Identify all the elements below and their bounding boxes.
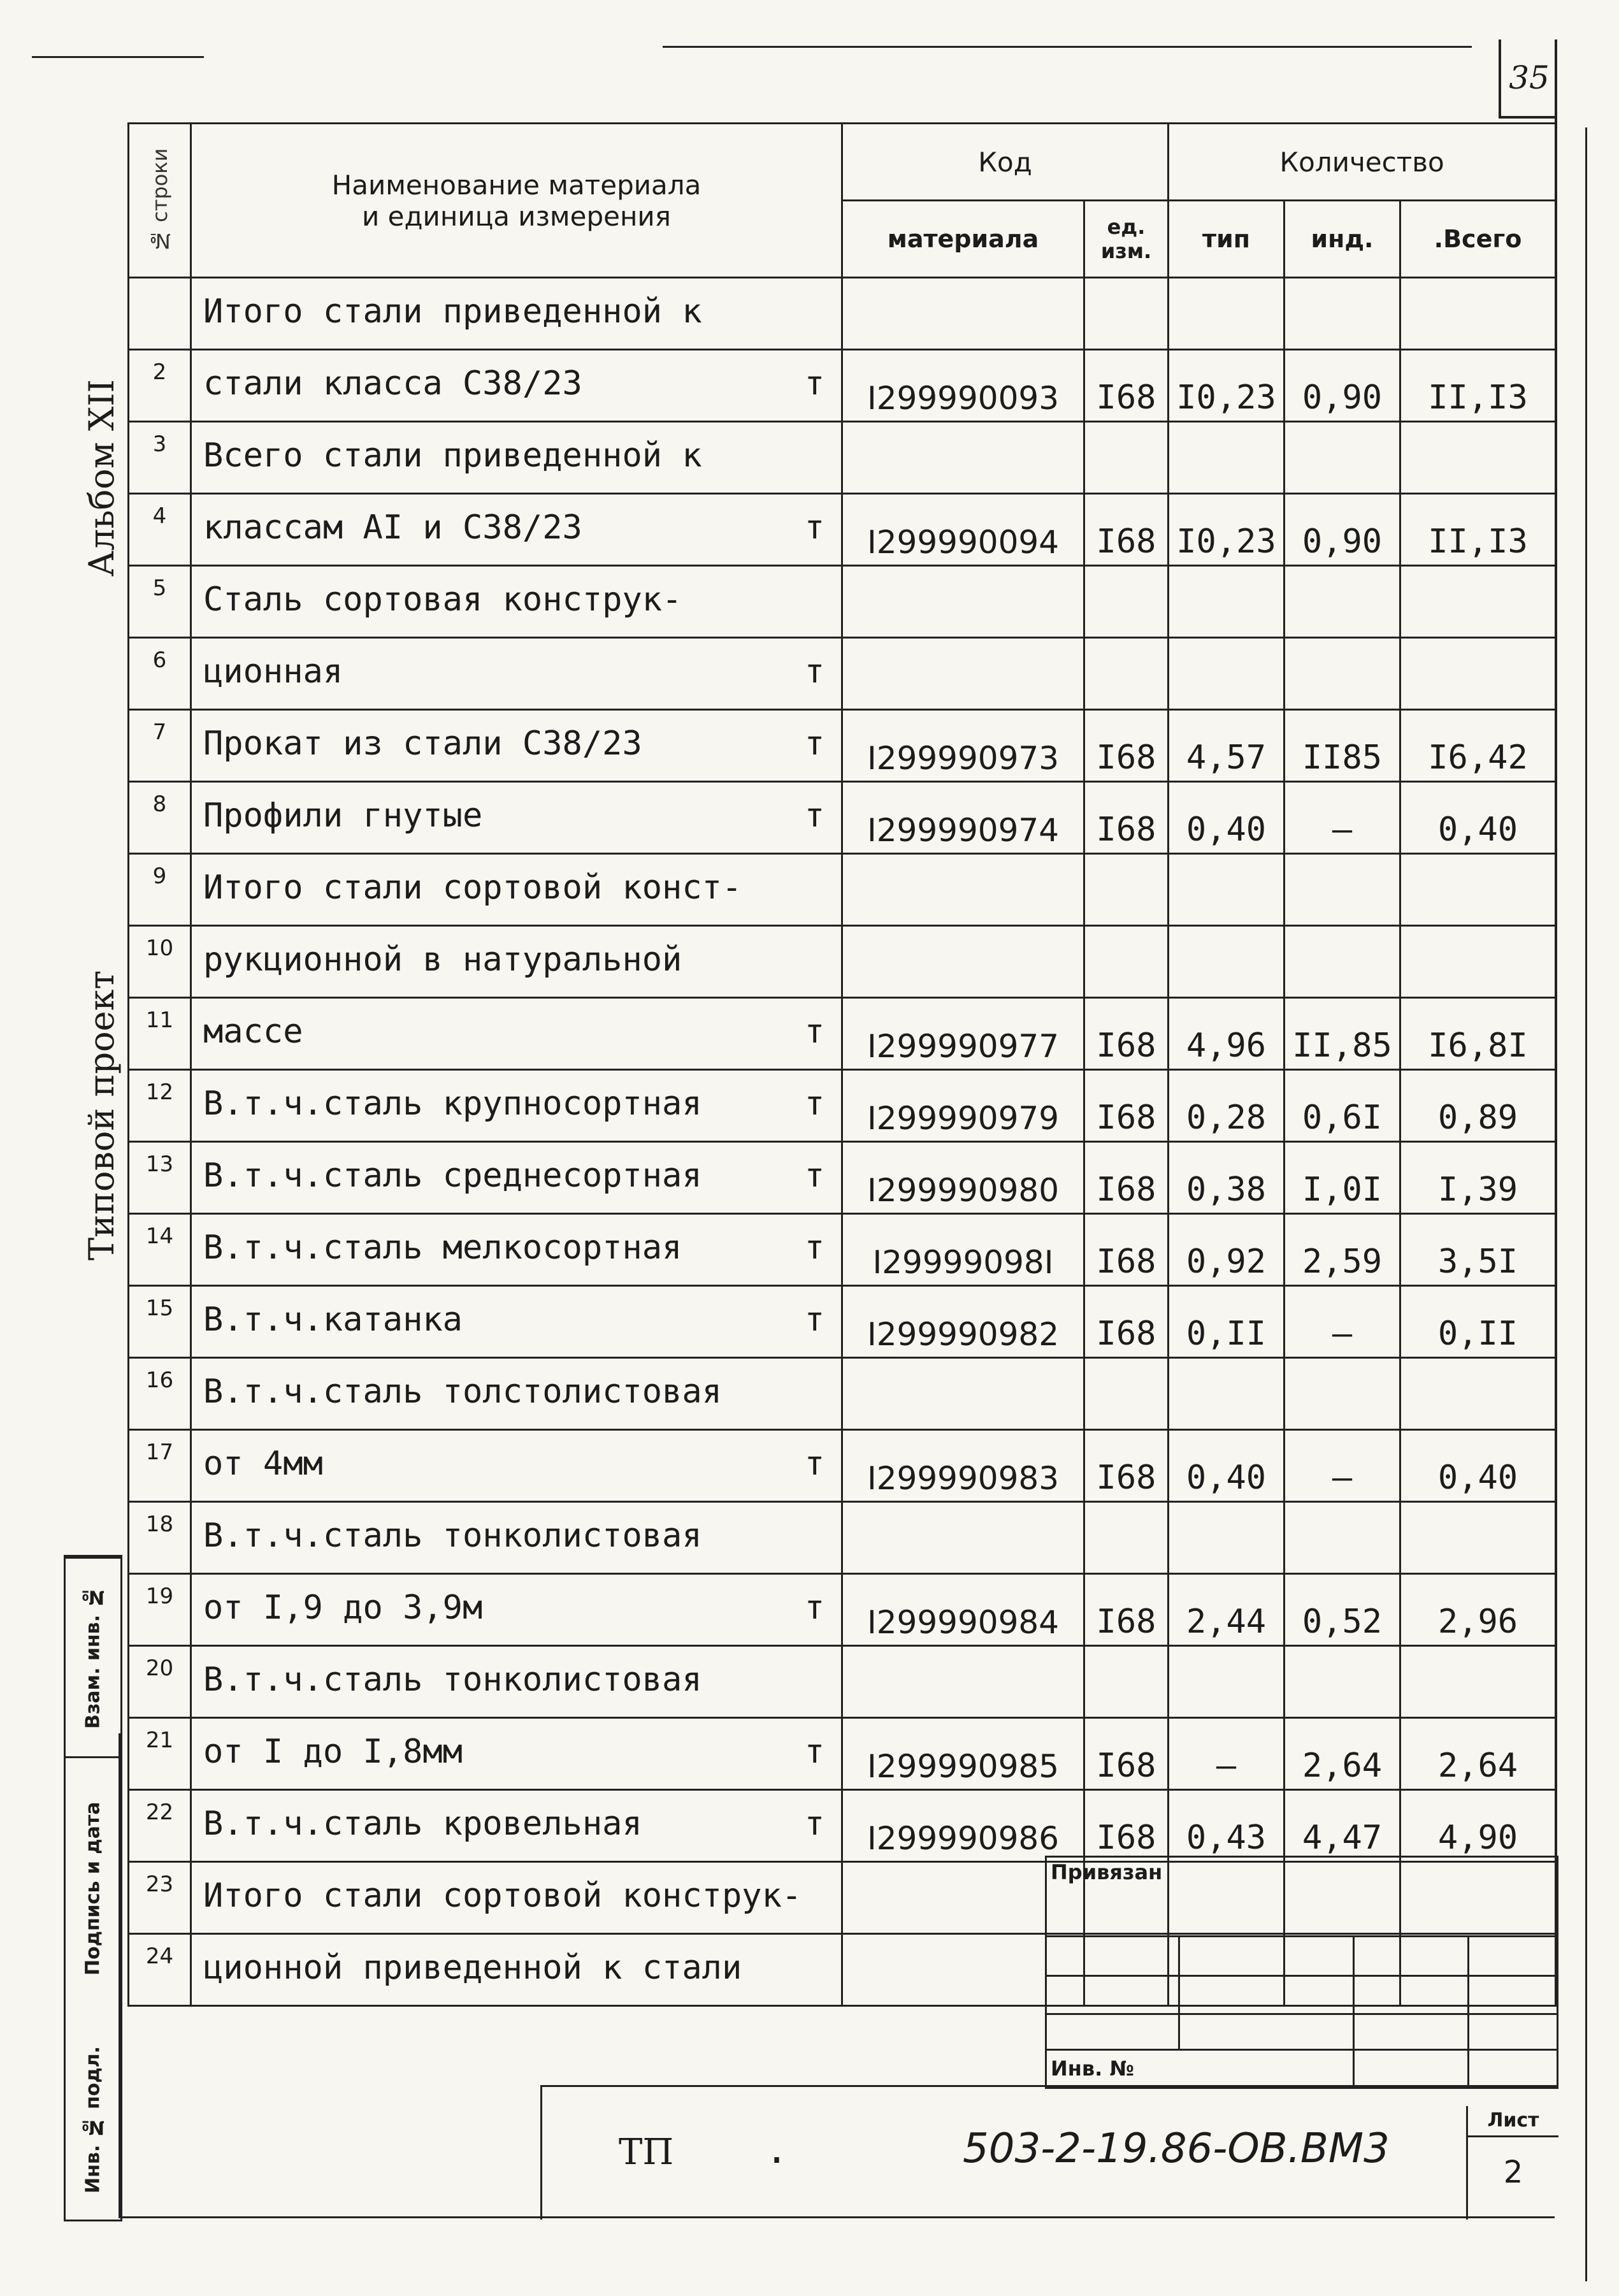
row-number-cell: 12 — [129, 1070, 191, 1142]
name-cell — [191, 1934, 842, 2006]
material-name: В.т.ч.сталь мелкосортная — [203, 1229, 682, 1267]
quantity-header: Количество — [1169, 124, 1556, 201]
material-code-cell — [842, 926, 1084, 998]
unit-code-cell: I68 — [1084, 494, 1169, 566]
name-cell — [191, 638, 842, 710]
row-number-cell: 8 — [129, 782, 191, 854]
table-row — [129, 1142, 1556, 1214]
tp-dot: . — [765, 2128, 789, 2172]
name-cell — [191, 422, 842, 494]
attachment-block — [1045, 1856, 1558, 2089]
unit-code-cell — [1084, 1502, 1169, 1574]
individual-qty-cell: 0,90 — [1284, 494, 1400, 566]
material-name: от I до I,8мм — [203, 1733, 463, 1771]
name-cell — [191, 1142, 842, 1214]
row-number-cell: 15 — [129, 1286, 191, 1358]
total-qty-cell — [1400, 926, 1556, 998]
name-cell — [191, 710, 842, 782]
sheet-box — [1466, 2106, 1558, 2220]
total-qty-cell — [1400, 1646, 1556, 1718]
type-qty-cell — [1169, 638, 1284, 710]
row-number-cell: 10 — [129, 926, 191, 998]
total-qty-cell: 0,89 — [1400, 1070, 1556, 1142]
type-qty-cell: I0,23 — [1169, 350, 1284, 422]
name-cell — [191, 1502, 842, 1574]
material-name: Всего стали приведенной к — [203, 437, 702, 475]
individual-qty-cell — [1284, 566, 1400, 638]
individual-qty-cell: 0,6I — [1284, 1070, 1400, 1142]
type-qty-cell: 4,57 — [1169, 710, 1284, 782]
row-number-cell: 20 — [129, 1646, 191, 1718]
unit-code-cell — [1084, 566, 1169, 638]
row-number-cell: 7 — [129, 710, 191, 782]
unit-label: т — [804, 509, 824, 547]
name-cell — [191, 566, 842, 638]
total-qty-cell — [1400, 638, 1556, 710]
material-code-header: материала — [842, 201, 1084, 278]
material-code-cell — [842, 638, 1084, 710]
row-number-cell: 23 — [129, 1862, 191, 1934]
material-code-cell — [842, 854, 1084, 926]
top-rule-left — [32, 56, 204, 58]
material-name: Итого стали приведенной к — [203, 292, 702, 331]
individual-qty-cell: 0,90 — [1284, 350, 1400, 422]
row-number-cell: 4 — [129, 494, 191, 566]
name-cell — [191, 1646, 842, 1718]
type-qty-cell: 0,40 — [1169, 1430, 1284, 1502]
name-header-line2: и единица измерения — [362, 200, 671, 232]
material-code-cell — [842, 1358, 1084, 1430]
material-code-cell — [842, 1502, 1084, 1574]
material-code-cell: I299990979 — [842, 1070, 1084, 1142]
left-stamp — [64, 1555, 122, 2221]
total-qty-header: .Всего — [1400, 201, 1556, 278]
unit-code-cell — [1084, 638, 1169, 710]
unit-label: т — [804, 1445, 824, 1483]
table-row — [129, 1502, 1556, 1574]
name-cell — [191, 1286, 842, 1358]
name-cell — [191, 1358, 842, 1430]
individual-qty-cell: 4,47 — [1284, 1790, 1400, 1862]
total-qty-cell: 3,5I — [1400, 1214, 1556, 1286]
unit-code-cell: I68 — [1084, 1790, 1169, 1862]
name-header — [191, 124, 842, 278]
material-code-cell: I299990985 — [842, 1718, 1084, 1790]
material-name: Итого стали сортовой конст- — [203, 869, 742, 907]
name-cell — [191, 278, 842, 350]
table-row — [129, 1358, 1556, 1430]
material-spec-table — [127, 122, 1557, 2007]
unit-label: т — [804, 365, 824, 403]
row-number-cell: 6 — [129, 638, 191, 710]
unit-code-cell: I68 — [1084, 1070, 1169, 1142]
unit-label: т — [804, 797, 824, 835]
row-number-cell: 13 — [129, 1142, 191, 1214]
individual-qty-cell: 2,64 — [1284, 1718, 1400, 1790]
row-number-cell: 19 — [129, 1574, 191, 1646]
type-qty-cell — [1169, 926, 1284, 998]
vzam-inv-label: Взам. инв. № — [66, 1557, 120, 1756]
total-qty-cell — [1400, 422, 1556, 494]
unit-label: т — [804, 1157, 824, 1195]
tp-label: ТП — [619, 2132, 674, 2173]
unit-code-cell — [1084, 854, 1169, 926]
individual-qty-cell: – — [1284, 782, 1400, 854]
row-number-cell: 22 — [129, 1790, 191, 1862]
row-number-cell: 16 — [129, 1358, 191, 1430]
table-row — [129, 278, 1556, 350]
individual-qty-header: инд. — [1284, 201, 1400, 278]
material-name: от I,9 до 3,9м — [203, 1589, 483, 1627]
total-qty-cell: II,I3 — [1400, 350, 1556, 422]
type-qty-cell: 0,38 — [1169, 1142, 1284, 1214]
name-cell — [191, 1790, 842, 1862]
row-number-header: № строки — [129, 124, 191, 278]
type-qty-cell: 2,44 — [1169, 1574, 1284, 1646]
list-value: 2 — [1503, 2155, 1523, 2190]
individual-qty-cell — [1284, 1358, 1400, 1430]
material-name: В.т.ч.сталь тонколистовая — [203, 1517, 702, 1555]
unit-label: т — [804, 1013, 824, 1051]
title-block — [540, 2085, 1557, 2220]
material-code-cell: I299990094 — [842, 494, 1084, 566]
material-name: Прокат из стали С38/23 — [203, 725, 642, 763]
type-qty-cell — [1169, 1358, 1284, 1430]
material-code-cell — [842, 278, 1084, 350]
total-qty-cell: 0,40 — [1400, 782, 1556, 854]
name-cell — [191, 1214, 842, 1286]
name-cell — [191, 1862, 842, 1934]
row-number-cell: 21 — [129, 1718, 191, 1790]
individual-qty-cell: – — [1284, 1430, 1400, 1502]
attach-v3 — [1467, 1935, 1469, 2087]
top-rule-right — [663, 46, 1472, 48]
row-number-cell: 17 — [129, 1430, 191, 1502]
unit-code-cell — [1084, 1646, 1169, 1718]
individual-qty-cell: – — [1284, 1286, 1400, 1358]
unit-code-cell: I68 — [1084, 1142, 1169, 1214]
right-outer-rule — [1585, 127, 1587, 2281]
table-row — [129, 926, 1556, 998]
individual-qty-cell: I,0I — [1284, 1142, 1400, 1214]
table-row — [129, 566, 1556, 638]
signature-date-label: Подпись и дата — [66, 1756, 120, 2019]
total-qty-cell: 2,96 — [1400, 1574, 1556, 1646]
unit-code-cell: I68 — [1084, 1574, 1169, 1646]
table-row — [129, 1790, 1556, 1862]
row-number-cell: 24 — [129, 1934, 191, 2006]
name-cell — [191, 494, 842, 566]
unit-code-cell — [1084, 278, 1169, 350]
row-number-cell — [129, 278, 191, 350]
material-name: Итого стали сортовой конструк- — [203, 1877, 802, 1915]
material-name: стали класса С38/23 — [203, 365, 582, 403]
table-row — [129, 998, 1556, 1070]
material-code-cell — [842, 1646, 1084, 1718]
unit-label: т — [804, 1733, 824, 1771]
type-qty-cell: 4,96 — [1169, 998, 1284, 1070]
table-row — [129, 638, 1556, 710]
unit-code-cell — [1084, 422, 1169, 494]
table-body — [129, 278, 1556, 2006]
individual-qty-cell: II85 — [1284, 710, 1400, 782]
code-header: Код — [842, 124, 1169, 201]
attach-v2 — [1353, 1935, 1355, 2087]
attach-h1 — [1047, 1935, 1557, 1937]
total-qty-cell: I6,8I — [1400, 998, 1556, 1070]
material-code-cell: I299990983 — [842, 1430, 1084, 1502]
material-name: рукционной в натуральной — [203, 941, 682, 979]
sheet-number: 35 — [1499, 40, 1557, 119]
project-label: Типовой проект — [82, 970, 122, 1260]
table-row — [129, 1214, 1556, 1286]
material-name: В.т.ч.сталь кровельная — [203, 1805, 642, 1843]
material-name: В.т.ч.катанка — [203, 1301, 463, 1339]
material-code-cell — [842, 422, 1084, 494]
table-row — [129, 1070, 1556, 1142]
material-code-cell: I299990977 — [842, 998, 1084, 1070]
material-code-cell: I299990973 — [842, 710, 1084, 782]
attach-v1 — [1178, 1935, 1180, 2050]
attach-h2 — [1047, 1975, 1557, 1977]
table-row — [129, 1286, 1556, 1358]
total-qty-cell — [1400, 1358, 1556, 1430]
total-qty-cell — [1400, 278, 1556, 350]
unit-label: т — [804, 725, 824, 763]
name-cell — [191, 1574, 842, 1646]
total-qty-cell: 2,64 — [1400, 1718, 1556, 1790]
bottom-area-left-edge — [119, 1733, 120, 2218]
type-qty-cell: – — [1169, 1718, 1284, 1790]
name-header-line1: Наименование материала — [331, 169, 702, 201]
document-code: 503-2-19.86-ОВ.ВМ3 — [963, 2125, 1390, 2172]
row-number-cell: 9 — [129, 854, 191, 926]
name-cell — [191, 1718, 842, 1790]
type-qty-cell — [1169, 278, 1284, 350]
unit-label: т — [804, 1805, 824, 1843]
table-row — [129, 494, 1556, 566]
material-code-cell: I29999098I — [842, 1214, 1084, 1286]
attach-h3 — [1047, 2013, 1557, 2015]
type-qty-cell: 0,28 — [1169, 1070, 1284, 1142]
total-qty-cell: II,I3 — [1400, 494, 1556, 566]
material-name: массе — [203, 1013, 303, 1051]
type-qty-cell — [1169, 854, 1284, 926]
row-number-cell: 11 — [129, 998, 191, 1070]
individual-qty-cell — [1284, 278, 1400, 350]
unit-code-cell: I68 — [1084, 998, 1169, 1070]
name-cell — [191, 350, 842, 422]
total-qty-cell: 0,40 — [1400, 1430, 1556, 1502]
unit-code-cell: I68 — [1084, 710, 1169, 782]
unit-code-cell — [1084, 1358, 1169, 1430]
total-qty-cell: 0,II — [1400, 1286, 1556, 1358]
unit-code-cell: I68 — [1084, 782, 1169, 854]
inv-podl-label: Инв. № подл. — [82, 2046, 104, 2193]
individual-qty-cell — [1284, 1502, 1400, 1574]
material-name: В.т.ч.сталь среднесортная — [203, 1157, 702, 1195]
row-number-cell: 18 — [129, 1502, 191, 1574]
total-qty-cell: I,39 — [1400, 1142, 1556, 1214]
material-name: В.т.ч.сталь толстолистовая — [203, 1373, 722, 1411]
material-name: ционная — [203, 653, 343, 691]
material-name: В.т.ч.сталь крупносортная — [203, 1085, 702, 1123]
type-qty-cell: 0,40 — [1169, 782, 1284, 854]
table-row — [129, 782, 1556, 854]
unit-code-cell: I68 — [1084, 1718, 1169, 1790]
material-name: ционной приведенной к стали — [203, 1949, 742, 1987]
type-qty-cell — [1169, 1502, 1284, 1574]
table-row — [129, 350, 1556, 422]
name-cell — [191, 926, 842, 998]
unit-label: т — [804, 653, 824, 691]
individual-qty-cell — [1284, 926, 1400, 998]
unit-label: т — [804, 1229, 824, 1267]
individual-qty-cell: 2,59 — [1284, 1214, 1400, 1286]
total-qty-cell: I6,42 — [1400, 710, 1556, 782]
name-cell — [191, 1430, 842, 1502]
table-row — [129, 1718, 1556, 1790]
list-label: Лист — [1468, 2106, 1558, 2137]
unit-code-cell: I68 — [1084, 1430, 1169, 1502]
individual-qty-cell: II,85 — [1284, 998, 1400, 1070]
album-label: Альбом XII — [82, 379, 122, 577]
type-qty-cell: 0,92 — [1169, 1214, 1284, 1286]
type-qty-header: тип — [1169, 201, 1284, 278]
unit-label: т — [804, 1589, 824, 1627]
material-name: классам АI и С38/23 — [203, 509, 582, 547]
material-code-cell: I299990980 — [842, 1142, 1084, 1214]
individual-qty-cell: 0,52 — [1284, 1574, 1400, 1646]
unit-code-cell: I68 — [1084, 1286, 1169, 1358]
table-row — [129, 1574, 1556, 1646]
material-name: В.т.ч.сталь тонколистовая — [203, 1661, 702, 1699]
material-code-cell: I299990984 — [842, 1574, 1084, 1646]
unit-code-cell: I68 — [1084, 1214, 1169, 1286]
individual-qty-cell — [1284, 638, 1400, 710]
individual-qty-cell — [1284, 854, 1400, 926]
material-code-cell: I299990974 — [842, 782, 1084, 854]
type-qty-cell — [1169, 566, 1284, 638]
total-qty-cell — [1400, 854, 1556, 926]
material-code-cell: I299990982 — [842, 1286, 1084, 1358]
unit-code-header: ед. изм. — [1084, 201, 1169, 278]
name-cell — [191, 782, 842, 854]
unit-code-cell: I68 — [1084, 350, 1169, 422]
table-row — [129, 710, 1556, 782]
name-cell — [191, 854, 842, 926]
name-cell — [191, 998, 842, 1070]
table-row — [129, 1646, 1556, 1718]
row-number-cell: 2 — [129, 350, 191, 422]
individual-qty-cell — [1284, 1646, 1400, 1718]
total-qty-cell — [1400, 1502, 1556, 1574]
row-number-cell: 5 — [129, 566, 191, 638]
table-row — [129, 422, 1556, 494]
name-cell — [191, 1070, 842, 1142]
material-name: Профили гнутые — [203, 797, 483, 835]
type-qty-cell — [1169, 422, 1284, 494]
material-name: от 4мм — [203, 1445, 323, 1483]
row-number-cell: 14 — [129, 1214, 191, 1286]
attach-h4 — [1047, 2049, 1557, 2051]
type-qty-cell — [1169, 1646, 1284, 1718]
type-qty-cell: 0,II — [1169, 1286, 1284, 1358]
material-code-cell: I299990986 — [842, 1790, 1084, 1862]
unit-label: т — [804, 1085, 824, 1123]
material-name: Сталь сортовая конструк- — [203, 581, 682, 619]
table-row — [129, 1430, 1556, 1502]
individual-qty-cell — [1284, 422, 1400, 494]
material-code-cell: I299990093 — [842, 350, 1084, 422]
inv-no-label: Инв. № — [1051, 2056, 1134, 2081]
total-qty-cell — [1400, 566, 1556, 638]
table-row — [129, 854, 1556, 926]
row-number-cell: 3 — [129, 422, 191, 494]
total-qty-cell: 4,90 — [1400, 1790, 1556, 1862]
unit-code-cell — [1084, 926, 1169, 998]
material-code-cell — [842, 566, 1084, 638]
type-qty-cell: 0,43 — [1169, 1790, 1284, 1862]
type-qty-cell: I0,23 — [1169, 494, 1284, 566]
privyazan-label: Привязан — [1051, 1860, 1163, 1884]
unit-label: т — [804, 1301, 824, 1339]
